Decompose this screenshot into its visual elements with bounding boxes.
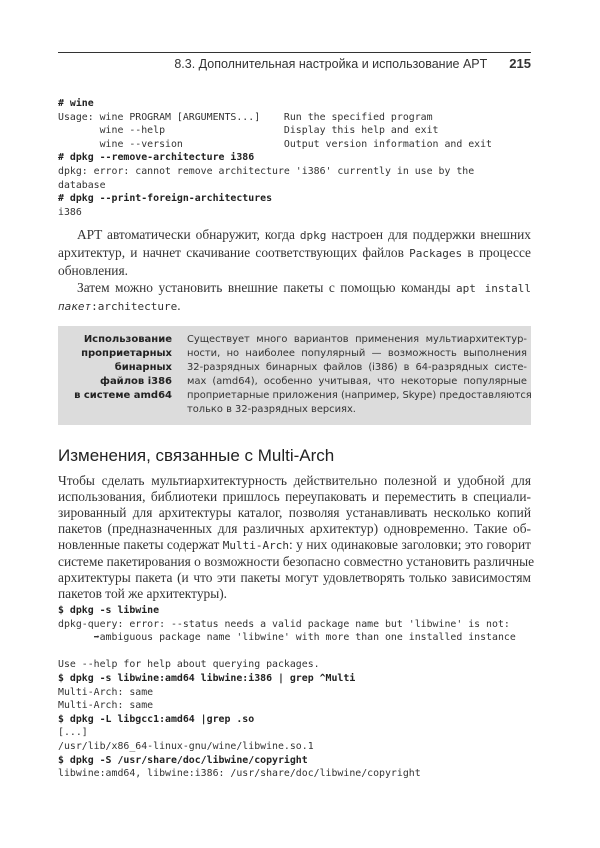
output-line: Usage: wine PROGRAM [ARGUMENTS...] Run the specified program <box>58 111 433 123</box>
running-header <box>58 56 531 71</box>
text-line: использования, библиотеки пришлось переупаковать и переместить в специали- <box>58 489 531 504</box>
command-line: $ dpkg -s libwine <box>58 605 160 616</box>
text: APT автоматически обнаружит, когда <box>77 227 300 242</box>
output-line: dpkg-query: error: --status needs a valid package name but 'libwine' is not: <box>58 618 510 630</box>
inline-code: Packages <box>409 246 463 260</box>
output-line <box>58 646 64 657</box>
text-line: зированный для архитектуры каталог, позволяя устанавливать несколько копий <box>58 505 531 520</box>
sidebar-text <box>187 333 532 417</box>
command-line: # dpkg --print-foreign-architectures <box>58 193 273 205</box>
text-line <box>58 298 531 316</box>
text-line: ности, но наиболее популярный — возможность выполнения <box>187 348 527 359</box>
text-line: пакетов той же архитектуры). <box>58 586 228 601</box>
text-line: Существует много вариантов применения мультиархитектур- <box>187 334 527 345</box>
label-line: в системе amd64 <box>74 390 172 401</box>
text-line: пакетов (предназначенных для различных архитектур) одновременно. Такие об- <box>58 521 531 536</box>
output-line: Multi-Arch: same <box>58 700 154 712</box>
code-block-dpkg <box>58 604 516 781</box>
output-line: dpkg: error: cannot remove architecture 'i386' currently in use by the <box>58 165 475 177</box>
text-line: Чтобы сделать мультиархитектурность действительно полезной и удобной для <box>58 473 531 488</box>
output-line: [...] <box>58 727 88 739</box>
section-heading: Изменения, связанные с Multi-Arch <box>58 446 335 465</box>
text: архитектур, и начнет скачивание соответствующих файлов <box>58 244 410 260</box>
text: новленные пакеты содержат <box>58 537 223 552</box>
sidebar-note <box>58 326 531 425</box>
text-line <box>58 280 531 298</box>
command-line: $ dpkg -s libwine:amd64 libwine:i386 | grep ^Multi <box>58 672 356 684</box>
text: настроен для поддержки внешних <box>326 227 532 242</box>
output-line: Use --help for help about querying packages. <box>58 659 320 671</box>
command-line: $ dpkg -S /usr/share/doc/libwine/copyright <box>58 754 308 766</box>
text-line: 32-разрядных бинарных файлов (i386) в 64-разрядных систе- <box>187 362 527 373</box>
output-line: wine --help Display this help and exit <box>58 125 439 137</box>
text-line: проприетарные приложения (например, Skype) предоставляются <box>187 390 532 401</box>
text: : у них одинаковые заголовки; это говорит <box>289 537 531 552</box>
inline-code: dpkg <box>299 229 327 242</box>
output-line: wine --version Output version information and exit <box>58 138 493 150</box>
header-rule <box>58 52 531 53</box>
text-line <box>58 537 531 554</box>
page-number: 215 <box>509 56 531 71</box>
text: Затем можно установить внешние пакеты с помощью команды <box>77 279 457 295</box>
command-line: $ dpkg -L libgcc1:amd64 |grep .so <box>58 713 255 725</box>
output-line: /usr/lib/x86_64-linux-gnu/wine/libwine.so.1 <box>58 740 314 752</box>
inline-code-italic: пакет <box>58 299 92 313</box>
inline-code: :architecture <box>91 299 178 313</box>
paragraph-multiarch <box>58 473 535 602</box>
sidebar-label <box>58 333 172 403</box>
paragraph-apt-detect <box>58 227 531 316</box>
command-line: # dpkg --remove-architecture i386 <box>58 152 255 164</box>
text-line <box>58 227 531 245</box>
output-line: Multi-Arch: same <box>58 686 154 698</box>
text-line: мах (amd64), особенно учитывая, что некоторые популярные <box>187 376 527 387</box>
code-block-wine <box>58 97 492 219</box>
label-line: файлов i386 <box>100 376 172 387</box>
text-line: системе пакетирования о возможности безопасно совместно установить различные <box>58 554 535 569</box>
label-line: Использование <box>83 334 172 345</box>
text-line: архитектуры пакета (и что эти пакеты могут удовлетворять только зависимостям <box>58 570 531 585</box>
output-line: i386 <box>58 206 82 218</box>
output-line: ➡ambiguous package name 'libwine' with more than one installed instance <box>58 632 516 644</box>
text: . <box>177 297 181 313</box>
text: в процессе <box>462 244 531 260</box>
inline-code: apt install <box>456 281 531 295</box>
output-line: libwine:amd64, libwine:i386: /usr/share/doc/libwine/copyright <box>58 768 421 780</box>
inline-code: Multi-Arch <box>222 539 289 552</box>
section-title: 8.3. Дополнительная настройка и использование APT <box>174 57 488 71</box>
label-line: бинарных <box>114 362 172 373</box>
text-line: обновления. <box>58 262 128 278</box>
command-line: # wine <box>58 98 94 109</box>
text-line <box>58 245 531 263</box>
output-line: database <box>58 179 106 191</box>
label-line: проприетарных <box>81 348 172 359</box>
text-line: только в 32-разрядных версиях. <box>187 404 356 415</box>
